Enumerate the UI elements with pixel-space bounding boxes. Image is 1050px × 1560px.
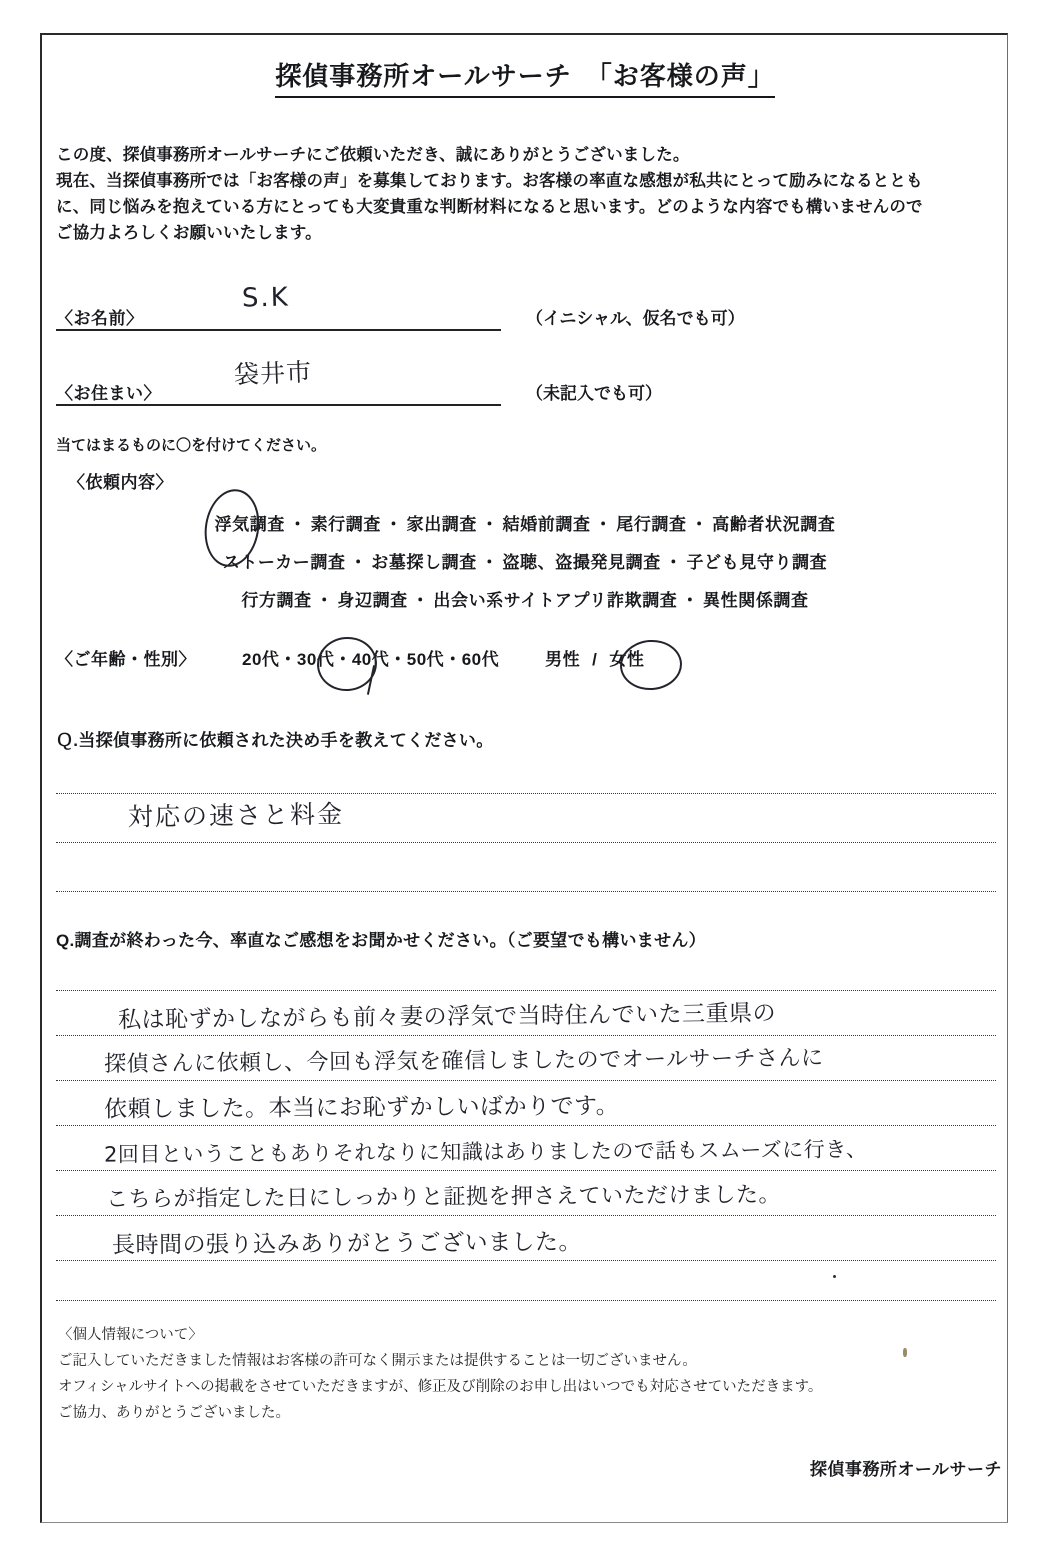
name-field-label: 〈お名前〉	[56, 309, 144, 328]
option-stalker-chosa[interactable]: ストーカー調査	[222, 553, 346, 572]
option-iede-chosa[interactable]: 家出調査	[406, 515, 477, 534]
intro-line-1: この度、探偵事務所オールサーチにご依頼いただき、誠にありがとうございました。	[56, 146, 690, 164]
option-sep: ・	[481, 515, 499, 534]
option-isei-chosa[interactable]: 異性関係調査	[703, 591, 809, 610]
stray-pen-dot	[833, 1275, 836, 1278]
answer-rule-q2-8	[56, 1300, 996, 1301]
answer-rule-q1-3	[56, 891, 996, 892]
option-yukue-chosa[interactable]: 行方調査	[241, 591, 312, 610]
age-option-20[interactable]: 20代	[242, 650, 280, 669]
address-field-row	[56, 357, 996, 406]
name-field-row	[56, 282, 996, 331]
privacy-heading: 〈個人情報について〉	[58, 1327, 203, 1343]
option-sep: ・	[690, 515, 709, 534]
answer-rule-q1-2	[56, 842, 996, 843]
option-sep: ・	[664, 553, 683, 572]
address-field-hint: （未記入でも可）	[526, 384, 662, 403]
intro-line-2: 現在、当探偵事務所では「お客様の声」を募集しております。お客様の率直な感想が私共にとって励みになるととも	[56, 172, 923, 190]
option-sep: ・	[288, 515, 307, 534]
answer-rule-q2-2	[56, 1035, 996, 1036]
age-option-50[interactable]: 50代	[406, 650, 445, 669]
request-type-row-2	[0, 548, 1050, 573]
privacy-line-3: ご協力、ありがとうございました。	[58, 1405, 290, 1421]
age-sep: ・	[334, 650, 352, 669]
footer-signature: 探偵事務所オールサーチ	[809, 1460, 1002, 1479]
name-field-rule	[56, 329, 501, 331]
question-2-answer-line-3[interactable]: 依頼しました。本当にお恥ずかしいばかりです。	[103, 1093, 620, 1123]
option-sep: ・	[315, 591, 334, 610]
age-gender-label: 〈ご年齢・性別〉	[56, 650, 196, 669]
gender-option-female[interactable]: 女性	[609, 650, 645, 669]
age-option-30[interactable]: 30代	[296, 650, 335, 669]
option-soko-chosa[interactable]: 素行調査	[310, 515, 381, 534]
request-type-row-1	[0, 510, 1050, 535]
option-deaikei-chosa[interactable]: 出会い系サイトアプリ詐欺調査	[433, 591, 678, 610]
intro-paragraph	[56, 142, 996, 246]
address-field-rule	[56, 404, 501, 406]
question-1-answer-line-1[interactable]: 対応の速さと料金	[127, 799, 345, 832]
address-field-label: 〈お住まい〉	[56, 384, 161, 403]
page-title-text: 探偵事務所オールサーチ 「お客様の声」	[275, 61, 774, 98]
circle-instruction: 当てはまるものに〇を付けてください。	[56, 437, 327, 454]
intro-line-4: ご協力よろしくお願いいたします。	[56, 224, 322, 242]
age-sep: ・	[444, 650, 462, 669]
question-2-prompt: Q.調査が終わった今、率直なご感想をお聞かせください。（ご要望でも構いません）	[56, 931, 706, 950]
question-2-answer-line-1[interactable]: 私は恥ずかしながらも前々妻の浮気で当時住んでいた三重県の	[117, 1000, 777, 1034]
page-title	[0, 56, 1050, 93]
option-tocho-chosa[interactable]: 盗聴、盗撮発見調査	[502, 553, 661, 572]
name-field-value[interactable]: S.K	[241, 282, 291, 314]
option-sep: ・	[594, 515, 613, 534]
answer-rule-q2-1	[56, 990, 996, 991]
option-sep: ・	[411, 591, 430, 610]
option-uwaki-chosa[interactable]: 浮気調査	[214, 515, 285, 534]
option-kekkonmae-chosa[interactable]: 結婚前調査	[502, 515, 591, 534]
option-kodomo-chosa[interactable]: 子ども見守り調査	[686, 553, 828, 572]
scan-speck	[903, 1348, 907, 1357]
question-2-answer-line-5[interactable]: こちらが指定した日にしっかりと証拠を押さえていただけました。	[105, 1182, 782, 1213]
option-korei-chosa[interactable]: 高齢者状況調査	[712, 515, 836, 534]
question-2-answer-line-6[interactable]: 長時間の張り込みありがとうございました。	[111, 1229, 583, 1259]
option-sep: ・	[349, 553, 368, 572]
option-biko-chosa[interactable]: 尾行調査	[616, 515, 687, 534]
question-1-prompt: Ｑ.当探偵事務所に依頼された決め手を教えてください。	[56, 731, 494, 750]
gender-separator: /	[592, 650, 598, 669]
option-sep: ・	[681, 591, 700, 610]
request-type-label: 〈依頼内容〉	[68, 473, 173, 492]
answer-rule-q2-7	[56, 1260, 996, 1261]
answer-rule-q2-3	[56, 1080, 996, 1081]
question-2-answer-line-2[interactable]: 探偵さんに依頼し、今回も浮気を確信しましたのでオールサーチさんに	[103, 1045, 824, 1078]
name-field-hint: （イニシャル、仮名でも可）	[526, 309, 745, 328]
age-option-60[interactable]: 60代	[461, 650, 500, 669]
age-sep: ・	[279, 650, 297, 669]
option-sep: ・	[384, 515, 403, 534]
answer-rule-q2-4	[56, 1125, 996, 1126]
gender-option-male[interactable]: 男性	[545, 650, 581, 669]
answer-rule-q2-6	[56, 1215, 996, 1216]
address-field-value[interactable]: 袋井市	[233, 357, 313, 390]
intro-line-3: に、同じ悩みを抱えている方にとっても大変貴重な判断材料になると思います。どのような内容でも構いませんので	[56, 198, 923, 216]
answer-rule-q2-5	[56, 1170, 996, 1171]
privacy-line-1: ご記入していただきました情報はお客様の許可なく開示または提供することは一切ございません。	[58, 1353, 697, 1369]
age-sep: ・	[389, 650, 407, 669]
option-shinpen-chosa[interactable]: 身辺調査	[337, 591, 408, 610]
age-option-40[interactable]: 40代	[351, 650, 390, 669]
privacy-notice	[58, 1322, 998, 1426]
option-ohaka-chosa[interactable]: お墓探し調査	[371, 553, 477, 572]
answer-rule-q1-1	[56, 793, 996, 794]
option-sep: ・	[480, 553, 499, 572]
request-type-row-3	[0, 586, 1050, 611]
question-2-answer-line-4[interactable]: 2回目ということもありそれなりに知識はありましたので話もスムーズに行き、	[103, 1137, 868, 1167]
privacy-line-2: オフィシャルサイトへの掲載をさせていただきますが、修正及び削除のお申し出はいつでも対応させていただきます。	[58, 1379, 823, 1395]
